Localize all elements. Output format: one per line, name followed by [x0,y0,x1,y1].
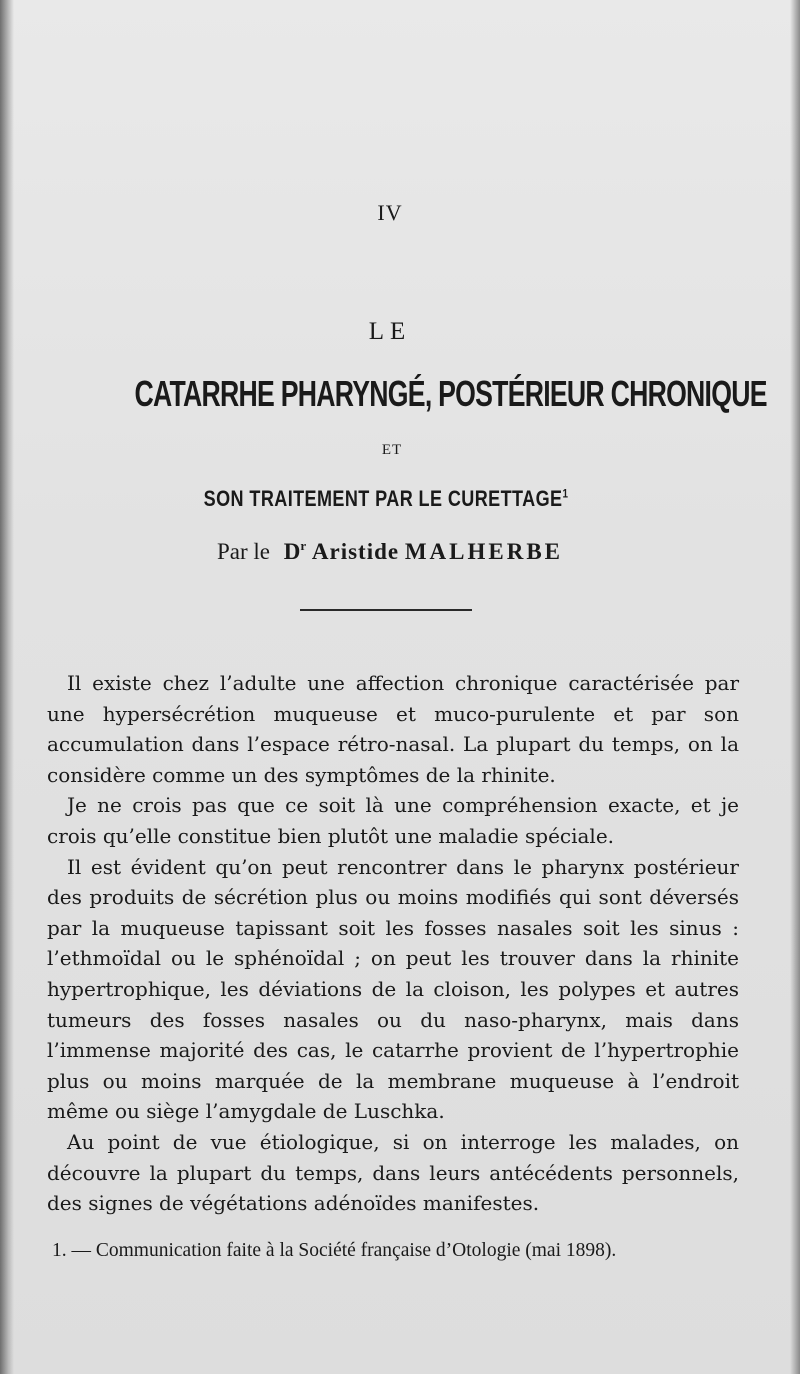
article-subtitle [148,486,624,512]
chapter-numeral: IV [377,200,403,225]
author-title-text: D [283,539,301,564]
title-conjunction: ET [381,442,403,458]
body-text [47,668,739,1219]
footnote-text: Communication faite à la Société française d’Otologie (mai 1898). [95,1240,617,1261]
page-edge-shadow [790,0,800,1374]
author-prefix: Par le [216,539,270,564]
author-title-superscript: r [300,538,307,553]
paragraph: Je ne crois pas que ce soit là une compréhension exacte, et je crois qu’elle constitue bien plutôt une maladie spéciale. [47,793,739,848]
author-title [284,539,306,564]
author-last-name: MALHERBE [404,539,564,564]
footnote [52,1240,742,1262]
article-title: CATARRHE PHARYNGÉ, POSTÉRIEUR CHRONIQUE [134,373,767,414]
footnote-number: 1. [52,1240,67,1261]
paragraph: Il est évident qu’on peut rencontrer dans le pharynx postérieur des produits de sécrétion plus ou moins modifiés qui sont déversés par la muqueuse tapissant soit les fosses nasales soit les sinus : l’ethmoïdal ou le sphénoïdal ; on peut les trouver dans la rhinite hypertrophique, les déviations de la cloison, les polypes et autres tumeurs des fosses nasales ou du naso-pharynx, mais dans l’immense majorité des cas, le catarrhe provient de l’hypertrophie plus ou moins marquée de la membrane muqueuse à l’endroit même ou siège l’amygdale de Luschka. [47,854,739,1124]
title-divider [300,609,472,611]
author-first-name: Aristide [311,539,400,564]
author-line [0,538,780,565]
subtitle-text: SON TRAITEMENT PAR LE CURETTAGE [203,486,563,511]
footnote-reference: 1 [562,486,569,501]
paragraph: Il existe chez l’adulte une affection chronique caractérisée par une hypersécrétion muqueuse et muco-purulente et par son accumulation dans l’espace rétro-nasal. La plupart du temps, on la considère comme un des symptômes de la rhinite. [47,671,739,787]
footnote-dash: — [71,1240,91,1261]
paragraph: Au point de vue étiologique, si on interroge les malades, on découvre la plupart du temps, dans leurs antécédents personnels, des signes de végétations adénoïdes manifestes. [47,1129,739,1216]
title-article: LE [368,318,412,345]
